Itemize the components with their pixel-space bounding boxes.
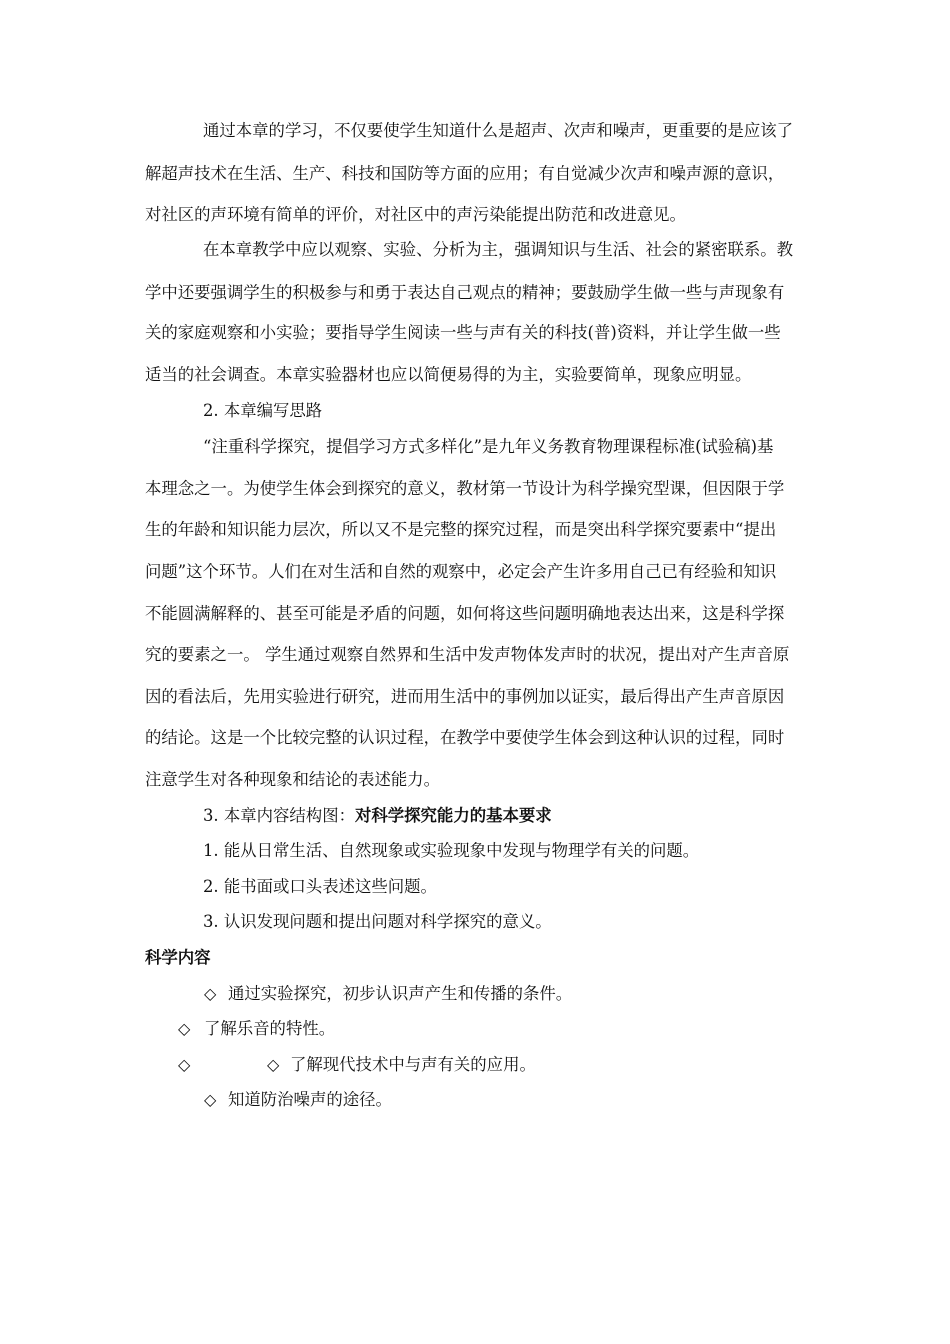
para3-line6: 究的要素之一。 学生通过观察自然界和生活中发声物体发声时的状况，提出对产生声音原 bbox=[145, 645, 790, 664]
para3-line1: “注重科学探究，提倡学习方式多样化”是九年义务教育物理课程标准(试验稿)基 bbox=[203, 437, 774, 456]
para1-line3: 对社区的声环境有简单的评价，对社区中的声污染能提出防范和改进意见。 bbox=[145, 205, 686, 224]
section-heading-2: 2. 本章编写思路 bbox=[203, 401, 323, 420]
para2-line1: 在本章教学中应以观察、实验、分析为主，强调知识与生活、社会的紧密联系。教 bbox=[203, 240, 794, 259]
requirement-item-2: 2. 能书面或口头表述这些问题。 bbox=[203, 877, 437, 896]
requirement-item-1: 1. 能从日常生活、自然现象或实验现象中发现与物理学有关的问题。 bbox=[203, 841, 700, 860]
para3-line3: 生的年龄和知识能力层次，所以又不是完整的探究过程，而是突出科学探究要素中“提出 bbox=[145, 520, 777, 539]
diamond-bullet-icon: ◇ bbox=[178, 1019, 191, 1038]
diamond-bullet-icon: ◇ bbox=[267, 1055, 280, 1074]
diamond-bullet-icon: ◇ bbox=[204, 984, 217, 1003]
para3-line4: 问题”这个环节。人们在对生活和自然的观察中，必定会产生许多用自己已有经验和知识 bbox=[145, 562, 777, 581]
science-content-heading: 科学内容 bbox=[145, 948, 211, 967]
science-item-1: 通过实验探究，初步认识声产生和传播的条件。 bbox=[228, 984, 573, 1003]
para3-line5: 不能圆满解释的、甚至可能是矛盾的问题，如何将这些问题明确地表达出来，这是科学探 bbox=[145, 604, 785, 623]
section-heading-3 bbox=[203, 805, 552, 827]
science-item-3: 了解现代技术中与声有关的应用。 bbox=[290, 1055, 536, 1074]
diamond-bullet-icon: ◇ bbox=[204, 1090, 217, 1109]
science-item-4: 知道防治噪声的途径。 bbox=[228, 1090, 392, 1109]
para3-line9: 注意学生对各种现象和结论的表述能力。 bbox=[145, 770, 441, 789]
requirement-item-3: 3. 认识发现问题和提出问题对科学探究的意义。 bbox=[203, 912, 552, 931]
para3-line8: 的结论。这是一个比较完整的认识过程，在教学中要使学生体会到这种认识的过程，同时 bbox=[145, 728, 785, 747]
para1-line1: 通过本章的学习，不仅要使学生知道什么是超声、次声和噪声，更重要的是应该了 bbox=[203, 121, 794, 140]
para3-line2: 本理念之一。为使学生体会到探究的意义，教材第一节设计为科学操究型课，但因限于学 bbox=[145, 479, 785, 498]
para2-line4: 适当的社会调查。本章实验器材也应以简便易得的为主，实验要简单，现象应明显。 bbox=[145, 365, 752, 384]
para2-line3: 关的家庭观察和小实验；要指导学生阅读一些与声有关的科技(普)资料，并让学生做一些 bbox=[145, 323, 781, 342]
diamond-bullet-icon: ◇ bbox=[178, 1055, 191, 1074]
science-item-2: 了解乐音的特性。 bbox=[204, 1019, 336, 1038]
para1-line2: 解超声技术在生活、生产、科技和国防等方面的应用；有自觉减少次声和噪声源的意识， bbox=[145, 164, 785, 183]
heading3-prefix: 3. 本章内容结构图： bbox=[203, 806, 355, 825]
para3-line7: 因的看法后，先用实验进行研究，进而用生活中的事例加以证实，最后得出产生声音原因 bbox=[145, 687, 785, 706]
para2-line2: 学中还要强调学生的积极参与和勇于表达自己观点的精神；要鼓励学生做一些与声现象有 bbox=[145, 283, 785, 302]
heading3-bold-title: 对科学探究能力的基本要求 bbox=[354, 806, 552, 825]
